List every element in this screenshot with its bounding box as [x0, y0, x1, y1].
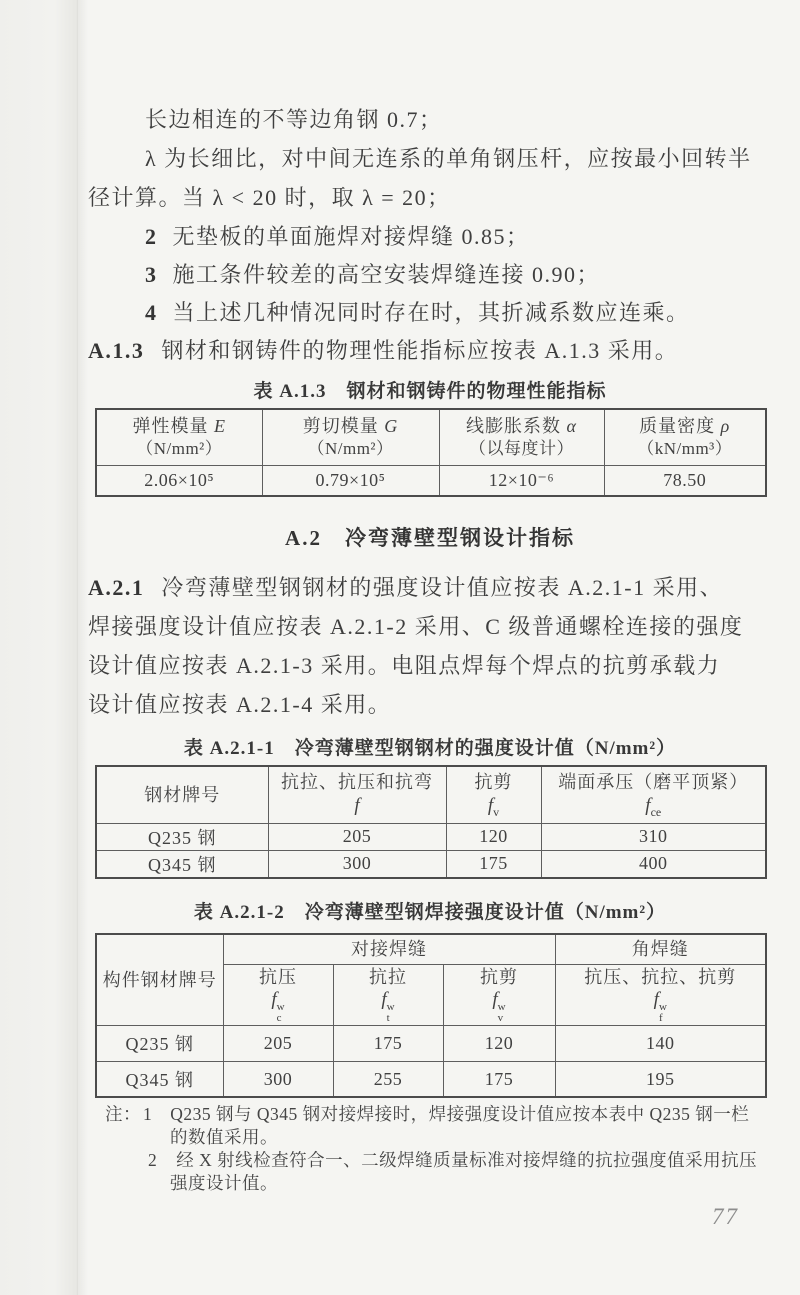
- list-item-4: [145, 299, 690, 328]
- item-4-text: 当上述几种情况同时存在时，其折减系数应连乘。: [172, 300, 690, 325]
- note-1-line-2: 的数值采用。: [170, 1127, 278, 1147]
- table-a13: [95, 408, 767, 497]
- table-a13-header-row: [96, 409, 766, 465]
- table-a212-header-fillet-weld: 角焊缝: [555, 934, 766, 964]
- table-a13-header-rho: 质量密度 ρ （kN/mm³）: [604, 409, 766, 465]
- item-4-number: 4: [145, 300, 158, 325]
- list-item-2: [145, 223, 530, 252]
- clause-a21-line-3: 设计值应按表 A.2.1-3 采用。电阻点焊每个焊点的抗剪承载力: [88, 653, 721, 678]
- note-2-line-1: 2 经 X 射线检查符合一、二级焊缝质量标准对接焊缝的抗拉强度值采用抗压: [148, 1150, 758, 1170]
- clause-a13: [88, 337, 678, 366]
- table-a13-header-g: 剪切模量 G （N/mm²）: [262, 409, 439, 465]
- table-a211-header-grade: 钢材牌号: [96, 766, 268, 823]
- intro-line-1: 长边相连的不等边角钢 0.7；: [145, 107, 443, 132]
- table-a212-group-row: [96, 934, 766, 964]
- table-a212-header-butt-weld: 对接焊缝: [223, 934, 555, 964]
- list-item-3: [145, 261, 600, 290]
- table-a13-value-e: 2.06×10⁵: [96, 465, 262, 496]
- table-a211-title: 表 A.2.1-1 冷弯薄壁型钢钢材的强度设计值（N/mm²）: [183, 738, 677, 759]
- item-3-number: 3: [145, 262, 158, 287]
- table-a211-row-q345: Q345 钢 300 175 400: [96, 850, 766, 878]
- clause-a21-line-2: 焊接强度设计值应按表 A.2.1-2 采用、C 级普通螺栓连接的强度: [88, 614, 744, 639]
- table-a212: [95, 933, 767, 1098]
- table-a13-value-row: [96, 465, 766, 496]
- clause-a13-number: A.1.3: [88, 338, 145, 363]
- table-a211-header-fce: 端面承压（磨平顶紧） $f_{ce}$: [541, 766, 766, 823]
- intro-line-2: λ 为长细比，对中间无连系的单角钢压杆，应按最小回转半: [145, 146, 752, 171]
- clause-a21-line-4: 设计值应按表 A.2.1-4 采用。: [88, 692, 392, 717]
- table-a212-title: 表 A.2.1-2 冷弯薄壁型钢焊接强度设计值（N/mm²）: [193, 902, 667, 923]
- scan-edge-line: [78, 0, 88, 1295]
- table-a212-header-fc: 抗压 f w c: [223, 964, 333, 1025]
- intro-line-3: 径计算。当 λ < 20 时，取 λ = 20；: [88, 185, 451, 210]
- table-a13-header-e: 弹性模量 E （N/mm²）: [96, 409, 262, 465]
- table-a212-row-q235: Q235 钢 205 175 120 140: [96, 1025, 766, 1061]
- table-a13-value-alpha: 12×10⁻⁶: [439, 465, 604, 496]
- page-number: 77: [712, 1204, 739, 1229]
- clause-a21-line-1: A.2.1 冷弯薄壁型钢钢材的强度设计值应按表 A.2.1-1 采用、: [88, 575, 724, 600]
- table-a211-row-q235: Q235 钢 205 120 310: [96, 823, 766, 850]
- clause-a13-text: 钢材和钢铸件的物理性能指标应按表 A.1.3 采用。: [161, 338, 679, 363]
- table-a212-header-ft: 抗拉 f w t: [333, 964, 443, 1025]
- table-a13-value-g: 0.79×10⁵: [262, 465, 439, 496]
- table-a211-header-row: [96, 766, 766, 823]
- table-a212-header-ff: 抗压、抗拉、抗剪 f w f: [555, 964, 766, 1025]
- table-a211-header-f: 抗拉、抗压和抗弯 f: [268, 766, 446, 823]
- item-2-text: 无垫板的单面施焊对接焊缝 0.85；: [172, 224, 530, 249]
- item-3-text: 施工条件较差的高空安装焊缝连接 0.90；: [172, 262, 601, 287]
- note-2-line-2: 强度设计值。: [170, 1173, 278, 1193]
- table-a13-title: 表 A.1.3 钢材和钢铸件的物理性能指标: [253, 381, 607, 402]
- table-a212-header-grade: 构件钢材牌号: [96, 934, 223, 1025]
- clause-a21-number: A.2.1: [88, 575, 145, 600]
- scan-margin-shadow: [0, 0, 78, 1295]
- table-a212-row-q345: Q345 钢 300 255 175 195: [96, 1061, 766, 1097]
- table-a211: [95, 765, 767, 879]
- section-a2-heading: A.2 冷弯薄壁型钢设计指标: [285, 526, 575, 550]
- item-2-number: 2: [145, 224, 158, 249]
- table-a212-header-fv: 抗剪 f w v: [443, 964, 555, 1025]
- table-a13-header-alpha: 线膨胀系数 α （以每度计）: [439, 409, 604, 465]
- table-a13-value-rho: 78.50: [604, 465, 766, 496]
- note-1-line-1: 注： 1 Q235 钢与 Q345 钢对接焊接时，焊接强度设计值应按本表中 Q235 钢一栏: [105, 1104, 750, 1124]
- table-a211-header-fv: 抗剪 $f_v$: [446, 766, 541, 823]
